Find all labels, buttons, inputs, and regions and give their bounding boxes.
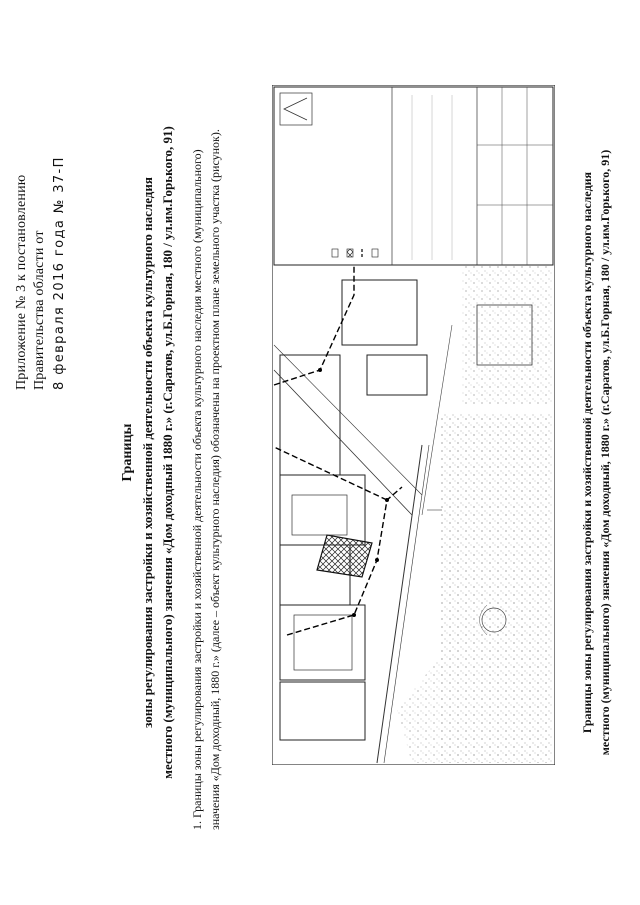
- park-block: [440, 413, 552, 763]
- building: [342, 280, 417, 345]
- document-title-line-3: местного (муниципального) значения «Дом доходный 1880 г.» (г.Саратов, ул.Б.Горная, 180 / ул.им.Горького, 91): [160, 126, 175, 779]
- building: [367, 355, 427, 395]
- appendix-date: 8 февраля 2016 года № 37-П: [52, 156, 67, 390]
- document-title-line-2: зоны регулирования застройки и хозяйственной деятельности объекта культурного наследия: [140, 177, 155, 728]
- building: [280, 475, 365, 545]
- appendix-line-1: Приложение № 3 к постановлению: [14, 174, 29, 390]
- site-plan-map: [272, 85, 555, 765]
- building: [280, 682, 365, 740]
- heritage-object: [317, 535, 372, 577]
- paragraph-line-1: 1. Границы зоны регулирования застройки и хозяйственной деятельности объекта культурного наследия местного (муниципального): [190, 149, 204, 830]
- figure-caption-line-1: Границы зоны регулирования застройки и хозяйственной деятельности объекта культурного наследия: [580, 171, 594, 734]
- park-block-corner: [397, 655, 442, 763]
- street-edge: [274, 370, 412, 515]
- park-block: [462, 265, 552, 405]
- document-title: Границы: [120, 423, 135, 482]
- figure-caption-line-2: местного (муниципального) значения «Дом доходный, 1880 г.» (г.Саратов, ул.Б.Горная, 180 / ул.им.Горького, 91): [598, 149, 612, 756]
- drawing-title-block: [274, 87, 553, 265]
- appendix-line-2: Правительства области от: [32, 230, 47, 390]
- paragraph-line-2: значения «Дом доходный, 1880 г.» (далее – объект культурного наследия) обозначены на проектном плане земельного участка (рисунок).: [208, 129, 222, 830]
